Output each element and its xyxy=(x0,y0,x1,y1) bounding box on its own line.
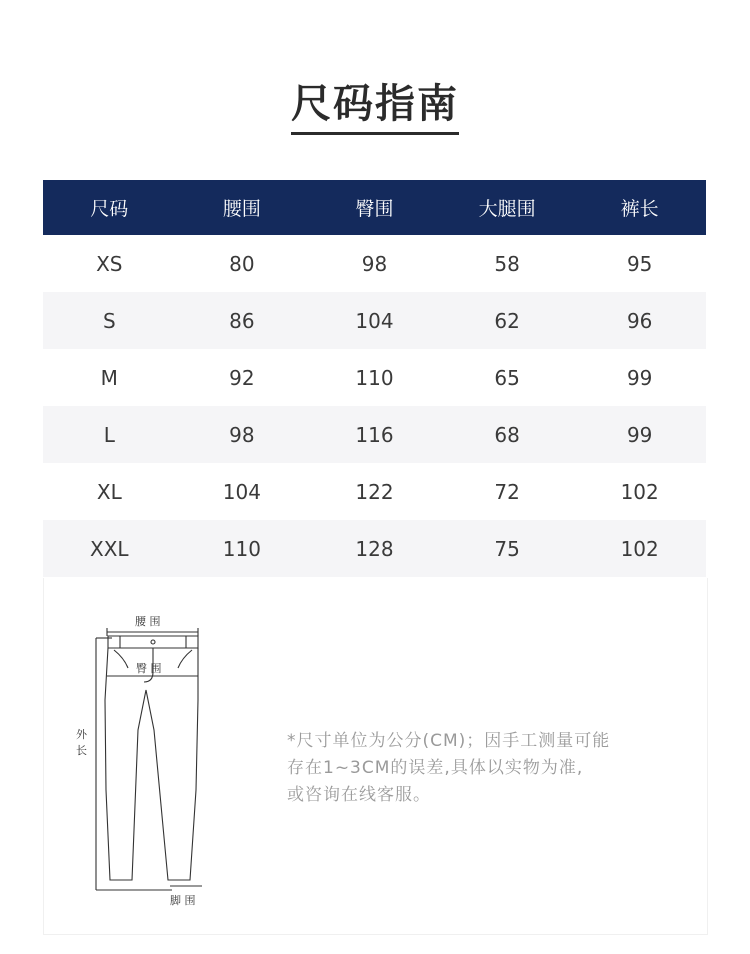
cell-waist: 104 xyxy=(222,479,261,504)
size-table xyxy=(43,180,706,577)
cell-waist: 92 xyxy=(229,365,255,390)
note-line-2: 存在1~3CM的误差,具体以实物为准, xyxy=(287,758,584,778)
note-line-1: *尺寸单位为公分(CM)；因手工测量可能 xyxy=(287,731,611,751)
note-line-3: 或咨询在线客服。 xyxy=(287,785,431,805)
cell-waist: 110 xyxy=(222,536,261,561)
header-size: 尺码 xyxy=(90,198,129,220)
cell-hip: 116 xyxy=(355,422,394,447)
cell-thigh: 68 xyxy=(494,422,520,447)
cell-length: 96 xyxy=(626,308,653,333)
hip-label: 臀 围 xyxy=(136,662,162,675)
cell-size: XXL xyxy=(90,536,129,561)
table-row xyxy=(43,235,706,292)
table-row xyxy=(43,292,706,349)
cell-waist: 98 xyxy=(229,422,255,447)
title-wrap xyxy=(0,80,750,135)
header-hip: 臀围 xyxy=(355,198,394,220)
header-thigh: 大腿围 xyxy=(478,198,536,220)
table-row xyxy=(43,406,706,463)
table-row xyxy=(43,520,706,577)
cell-size: S xyxy=(102,308,116,333)
outseam-label-2: 长 xyxy=(76,744,87,757)
cell-thigh: 62 xyxy=(494,308,520,333)
cell-length: 99 xyxy=(626,422,653,447)
measurement-panel xyxy=(43,578,708,935)
cell-size: M xyxy=(100,365,118,390)
pants-diagram-icon xyxy=(72,610,212,910)
cell-hip: 98 xyxy=(361,251,388,276)
cell-size: XL xyxy=(96,479,122,504)
header-waist: 腰围 xyxy=(222,198,261,220)
header-length: 裤长 xyxy=(620,198,659,220)
hem-label: 脚 围 xyxy=(170,894,196,907)
cell-hip: 104 xyxy=(355,308,394,333)
page-title: 尺码指南 xyxy=(291,80,459,135)
table-row xyxy=(43,463,706,520)
pants-outline xyxy=(105,648,198,880)
cell-waist: 80 xyxy=(229,251,255,276)
cell-hip: 122 xyxy=(355,479,394,504)
cell-waist: 86 xyxy=(229,308,255,333)
outseam-label-1: 外 xyxy=(76,728,87,741)
waist-label: 腰 围 xyxy=(135,615,161,628)
size-note xyxy=(287,728,687,809)
cell-thigh: 75 xyxy=(494,536,520,561)
cell-size: L xyxy=(103,422,115,447)
cell-hip: 128 xyxy=(355,536,394,561)
cell-length: 99 xyxy=(626,365,653,390)
table-row xyxy=(43,349,706,406)
cell-thigh: 58 xyxy=(494,251,520,276)
cell-size: XS xyxy=(96,251,123,276)
table-header xyxy=(43,180,706,235)
cell-length: 95 xyxy=(626,251,653,276)
cell-length: 102 xyxy=(620,479,659,504)
cell-thigh: 72 xyxy=(494,479,520,504)
cell-length: 102 xyxy=(620,536,659,561)
cell-thigh: 65 xyxy=(494,365,520,390)
cell-hip: 110 xyxy=(355,365,394,390)
